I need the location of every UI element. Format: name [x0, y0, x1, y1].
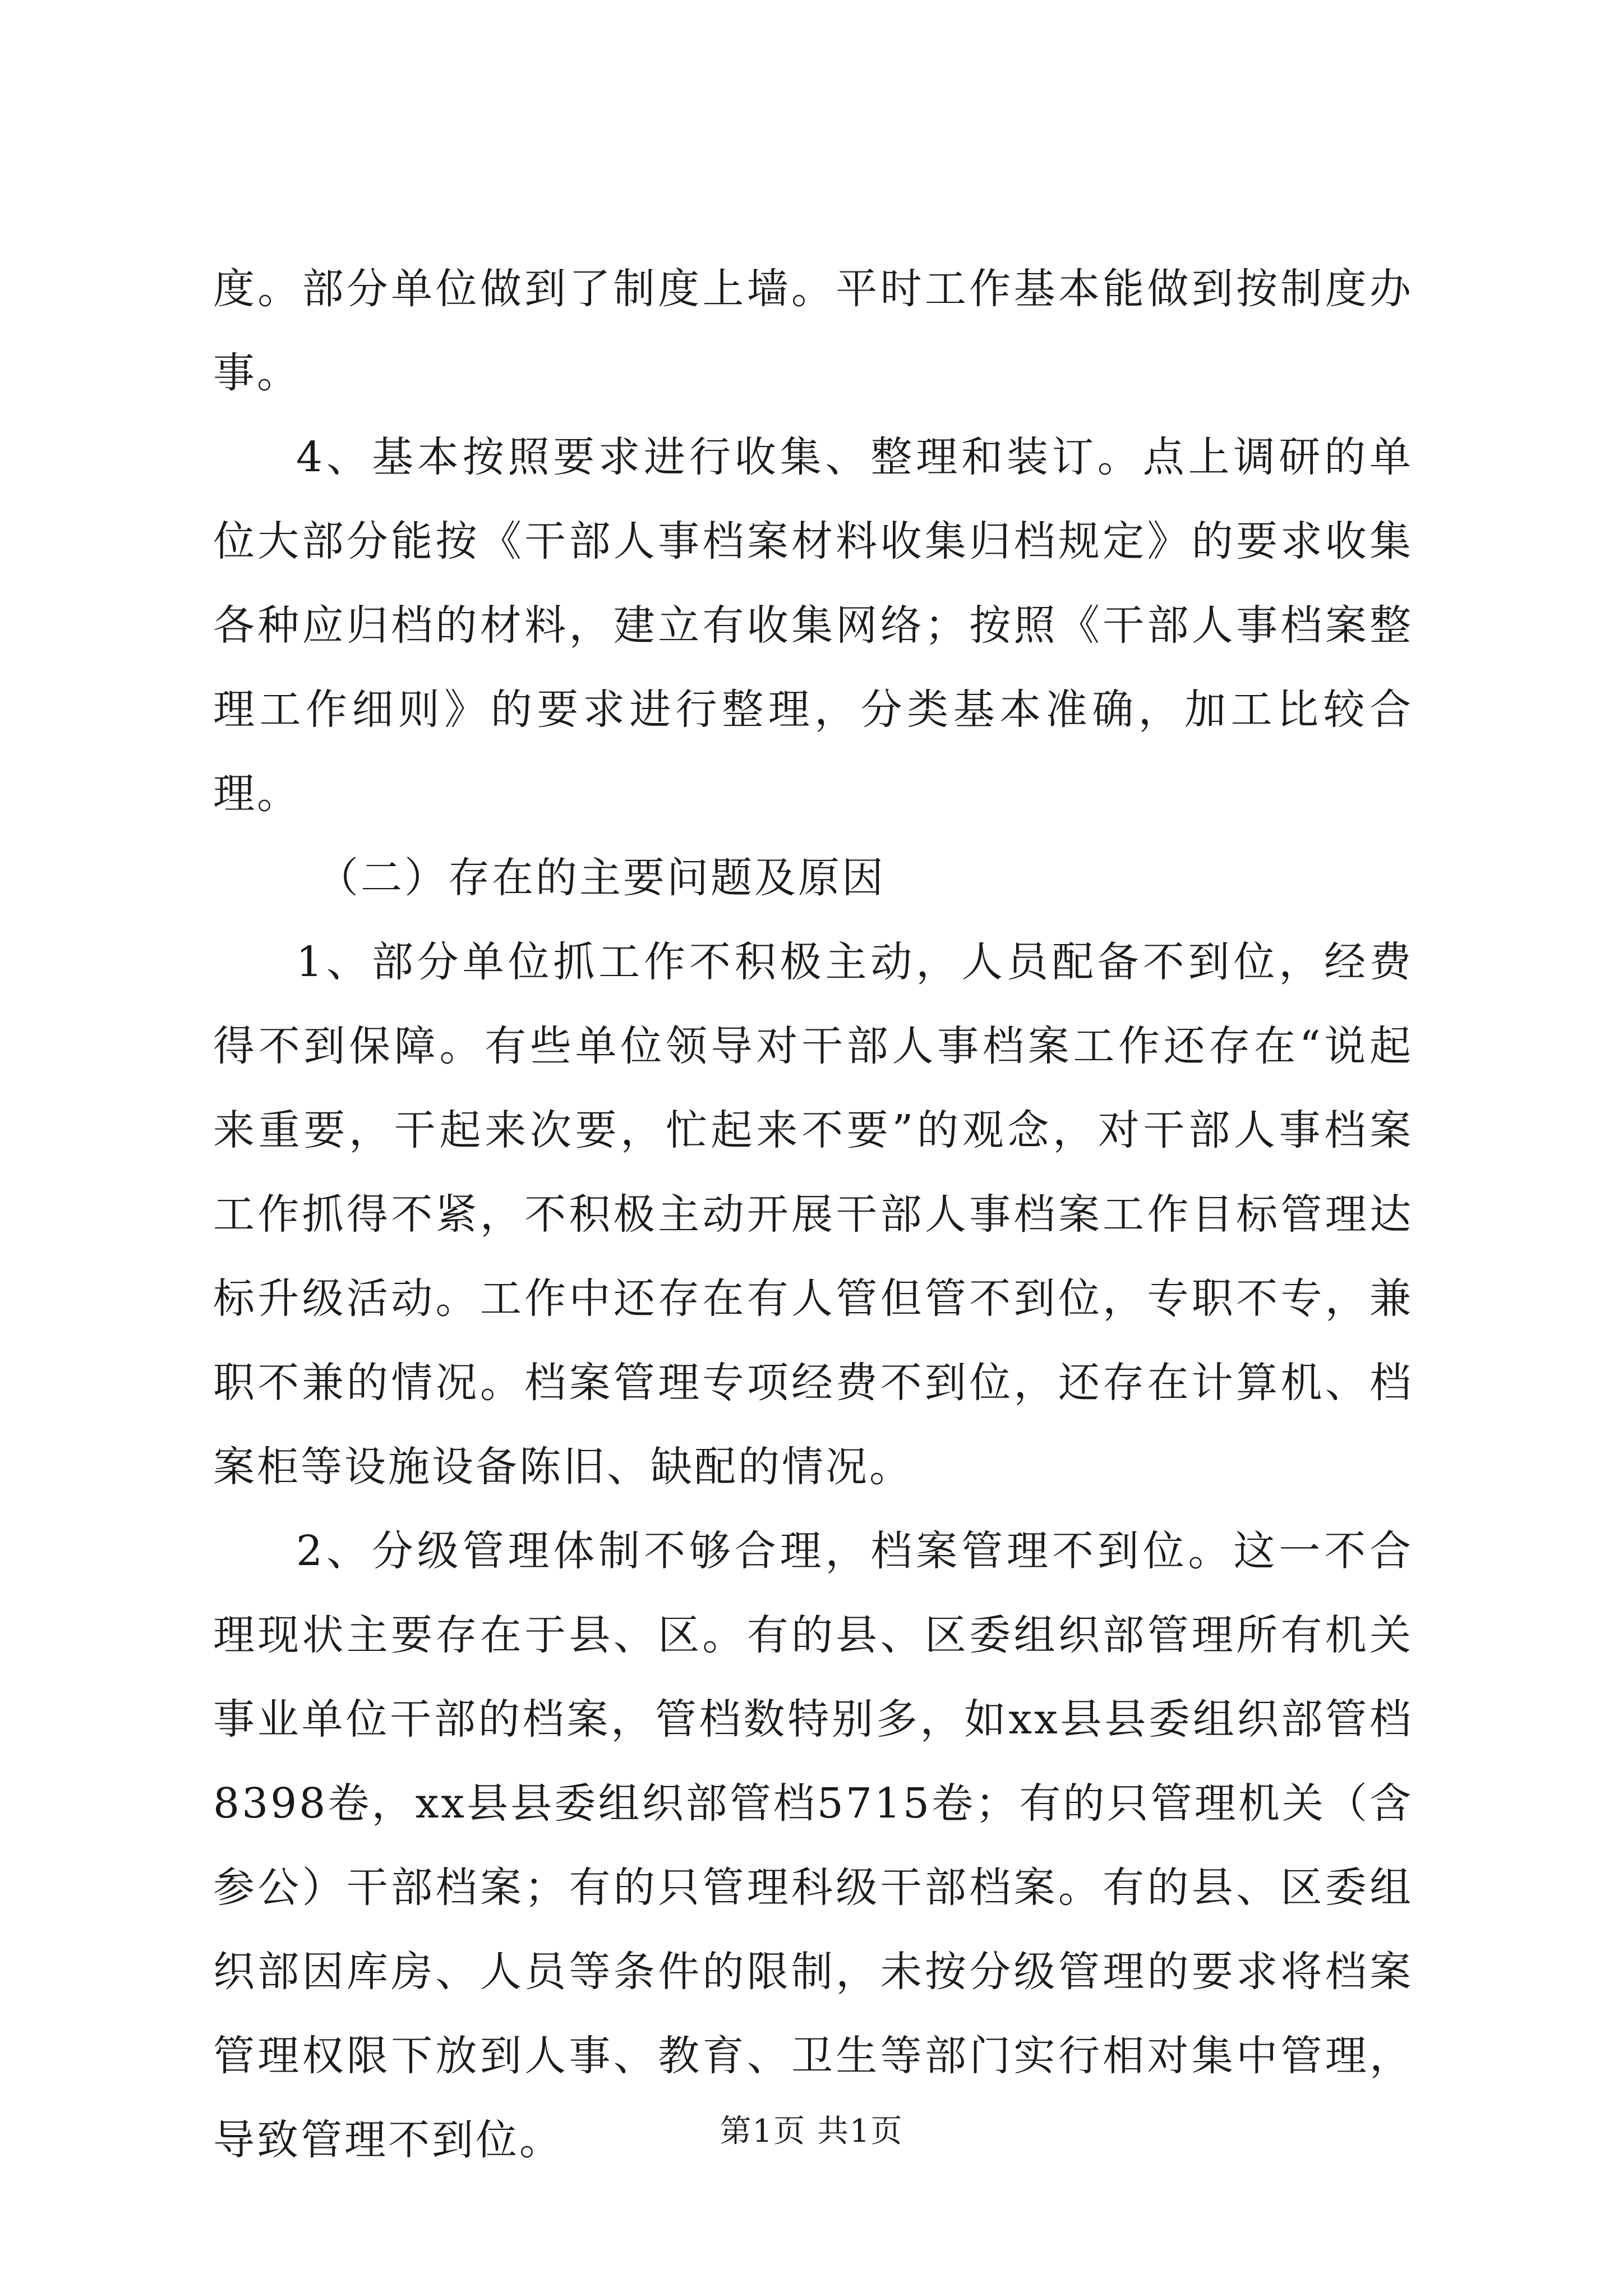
paragraph-item-2: 2、分级管理体制不够合理，档案管理不到位。这一不合理现状主要存在于县、区。有的县、区委组织部管理所有机关事业单位干部的档案，管档数特别多，如xx县县委组织部管档8398卷，xx县县委组织部管档5715卷；有的只管理机关（含参公）干部档案；有的只管理科级干部档案。有的县、区委组织部因库房、人员等条件的限制，未按分级管理的要求将档案管理权限下放到人事、教育、卫生等部门实行相对集中管理，导致管理不到位。 [213, 1527, 1413, 2164]
page-footer: 第1页 共1页 [720, 2113, 903, 2150]
paragraph-item-1: 1、部分单位抓工作不积极主动，人员配备不到位，经费得不到保障。有些单位领导对干部人事档案工作还存在“说起来重要，干起来次要，忙起来不要”的观念，对干部人事档案工作抓得不紧，不积极主动开展干部人事档案工作目标管理达标升级活动。工作中还存在有人管但管不到位，专职不专，兼职不兼的情况。档案管理专项经费不到位，还存在计算机、档案柜等设施设备陈旧、缺配的情况。 [213, 938, 1413, 1491]
paragraph-continued: 度。部分单位做到了制度上墙。平时工作基本能做到按制度办事。 [213, 265, 1413, 397]
section-heading: （二）存在的主要问题及原因 [317, 854, 886, 902]
paragraph-item-4: 4、基本按照要求进行收集、整理和装订。点上调研的单位大部分能按《干部人事档案材料收集归档规定》的要求收集各种应归档的材料，建立有收集网络；按照《干部人事档案整理工作细则》的要求进行整理，分类基本准确，加工比较合理。 [213, 433, 1413, 818]
document-body [213, 247, 1413, 2182]
